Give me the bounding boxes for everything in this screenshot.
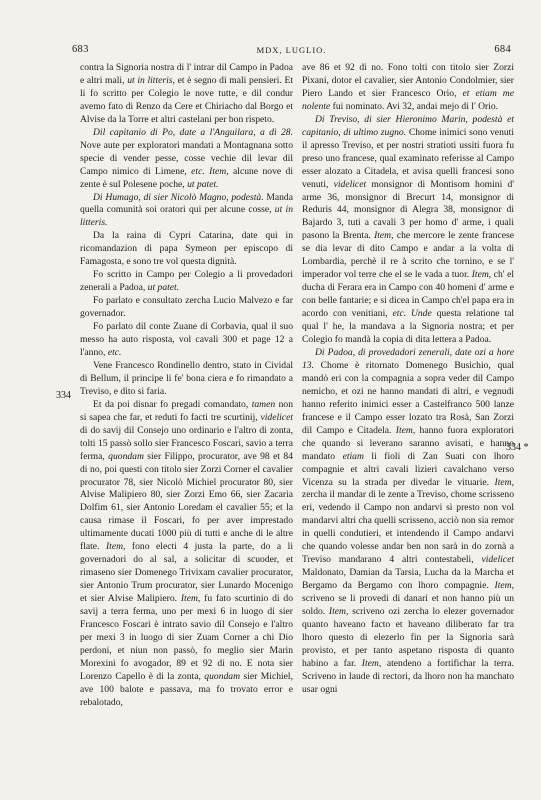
paragraph: Vene Francesco Rondinello dentro, stato in Cividal di Bellum, il principe li fe' bona ciera e fo rimandato a Treviso, e dito si faria. [80,359,293,397]
right-column [302,62,514,697]
page-number-right: 684 [494,44,511,55]
paragraph: Fo scritto in Campo per Colegio a li provedadori zenerali a Padoa, ut patet. [80,269,293,294]
left-column [80,62,293,710]
paragraph: Et da poi disnar fo pregadi comandato, tamen non si sapea che far, et reduti fo facti tre scurtinij, videlicet di do savij dil Consejo uno ordinario e l'altro di zonta, tolti 15 passò sollo sier Francesco Foscari, savio a terra ferma, quondam sier Filippo, procurator, ave 98 et 84 di no, poi questi con titolo sier Zorzi Corner el cavalier procurator 78, sier Nicolò Michiel procurator 80, sier Alvise Malipiero 80, sier Zorzi Emo 66, sier Zacaria Dolfim 61, sier Antonio Loredam el cavalier 55; et la causa rimase il Foscari, fo per aver imprestado ultimamente ducati 1000 più di tutti e anche di le altre flate. Item, fono electi 4 justa la parte, do a li governadori do al sal, a solicitar di scuoder, et rimaseno sier Domenego Trivixam cavalier procurator, sier Antonio Trum procurator, sier Lunardo Mocenigo et sier Alvise Malipiero. Item, fu fato scurtinio di do savij a terra ferma, uno per mexi 6 in luogo di sier Francesco Foscari è intrato savio dil Consejo e l'altro per mexi 3 in luogo di sier Zuam Corner a chi Dio perdoni, et niun non passò, fo meglio sier Marin Morexini fo avogador, 89 et 92 di no. E nota sier Lorenzo Capello è di la zonta, quondam sier Michiel, ave 100 balote e passava, ma fo trovato error e rebalotado, [80,398,294,708]
paragraph: Dil capitanio di Po, date a l'Anguilara, a dì 28. Nove aute per exploratori mandati a Montagnana sotto specie di vender pesse, cosse vechie dil levar dil Campo nimico di Limene, etc. Item, alcune nove di zente è sul Polesene poche, ut patet. [80,126,293,190]
paragraph: Fo parlato dil conte Zuane di Corbavia, qual il suo messo ha auto risposta, vol cavali 300 et page 12 a l'anno, etc. [80,321,293,358]
margin-column-number-right: 334 * [506,442,529,453]
paragraph: Di Treviso, di sier Hieronimo Marin, podestà et capitanio, di ultimo zugno. Chome inimici sono venuti il apresso Treviso, et per nostri stratioti ussiti fuora fu preso uno francese, qual examinato referisse al Campo esser alozato a Citadela, et avisa quelli francesi sono venuti, videlicet monsignor di Montisom homini d' arme 36, monsignor di Brecurt 14, monsignor di Reduris 44, monsignor di Alegra 38, monsignor di Bajardo 3, tuti a cavali 3 per homo d' arme, i quali pasono la Brenta. Item, che mercore le zente francese se dia levar di dito Campo e andar a la volta di Lombardia, perchè il re à scrito che tornino, e se l' imperador vol terre che el se le vada a tuor. Item, ch' el ducha di Ferara era in Campo con 40 homeni d' arme e con belle fantarie; e si dicea in Campo ch'el papa era in acordo con venitiani, etc. Unde questa relatione tal qual l' he, la mandava a la Signoria nostra; et per Colegio fo mandà la copia di dita lettera a Padoa. [302,113,514,346]
paragraph: Di Humago, di sier Nicolò Magno, podestà. Manda quella comunità soi oratori qui per alcune cosse, ut in litteris. [80,191,293,229]
running-title: MDX, LUGLIO. [256,45,327,55]
paragraph: Di Padoa, di provedadori zenerali, date ozi a hore 13. Chome è ritornato Domenego Busichio, qual mandò eri con la compagnia a sopra veder dil Campo nemicho, et ozi ne hanno mandati di altri, e vegnudi hanno referito inimici esser a Castelfranco 500 lanze francese e il Campo esser lozato tra Rosà, San Zorzi dil Campo e Citadela. Item, hanno fuora exploratori che quando si leverano saranno avisati, e hanno mandato etiam li fioli di Zan Suati con lhoro compagnie et altri cavali lizieri cavalchano verso Vicenza su la strada per divedar le vituarie. Item, zercha il mandar di le zente a Treviso, chome scrisseno eri, vedendo il Campo non andarvi sì presto non vol mandarvi altri cha quelli scrisseno, acciò non sia remor in quelli condutieri, et intendendo il Campo andarvi che quando volesse andar ben non sarà in do zornà a Treviso mandarano 4 altri contestabeli, videlicet Maldonato, Damian da Tarsia, Lucha da la Marcha et Bergamo da Bergamo con lhoro compagnie. Item, scriveno se li provedi di danari et non hanno più un soldo. Item, scriveno ozi zercha lo elezer governador quanto haveano facto et haveano diliberato far tra lhoro questo di elezerlo fin per la Signoria sarà provisto, et per tanto aspetano risposta di quanto habino a far. Item, atendeno a fortifichar la terra. Scriveno in laude di rectori, da lhoro non ha manchato usar ogni [302,346,515,695]
page-header [72,44,511,58]
page-number-left: 683 [72,44,89,55]
paragraph: Da la raina di Cypri Catarina, date qui in ricomandazion di papa Symeon per episcopo di Famagosta, e sono tre vol questa dignità. [80,230,293,268]
paragraph: ave 86 et 92 di no. Fono tolti con titolo sier Zorzi Pixani, dotor el cavalier, sier Antonio Condolmier, sier Piero Lando et sier Francesco Orio, et etiam me nolente fui nominato. Avi 32, andai mejo di l' Orio. [302,62,514,112]
margin-column-number-left: 334 [56,390,71,401]
paragraph: contra la Signoria nostra di l' intrar dil Campo in Padoa e altri mali, ut in litteris, et è segno di mali pensieri. Et li fo scritto per Colegio le nove tutte, e dil condur avemo fato di Renzo da Cere et Chiriacho dal Borgo et Alvise da la Torre et altri castelani per bon rispeto. [80,62,293,125]
paragraph: Fo parlato e consultato zercha Lucio Malvezo e far governador. [80,295,293,320]
